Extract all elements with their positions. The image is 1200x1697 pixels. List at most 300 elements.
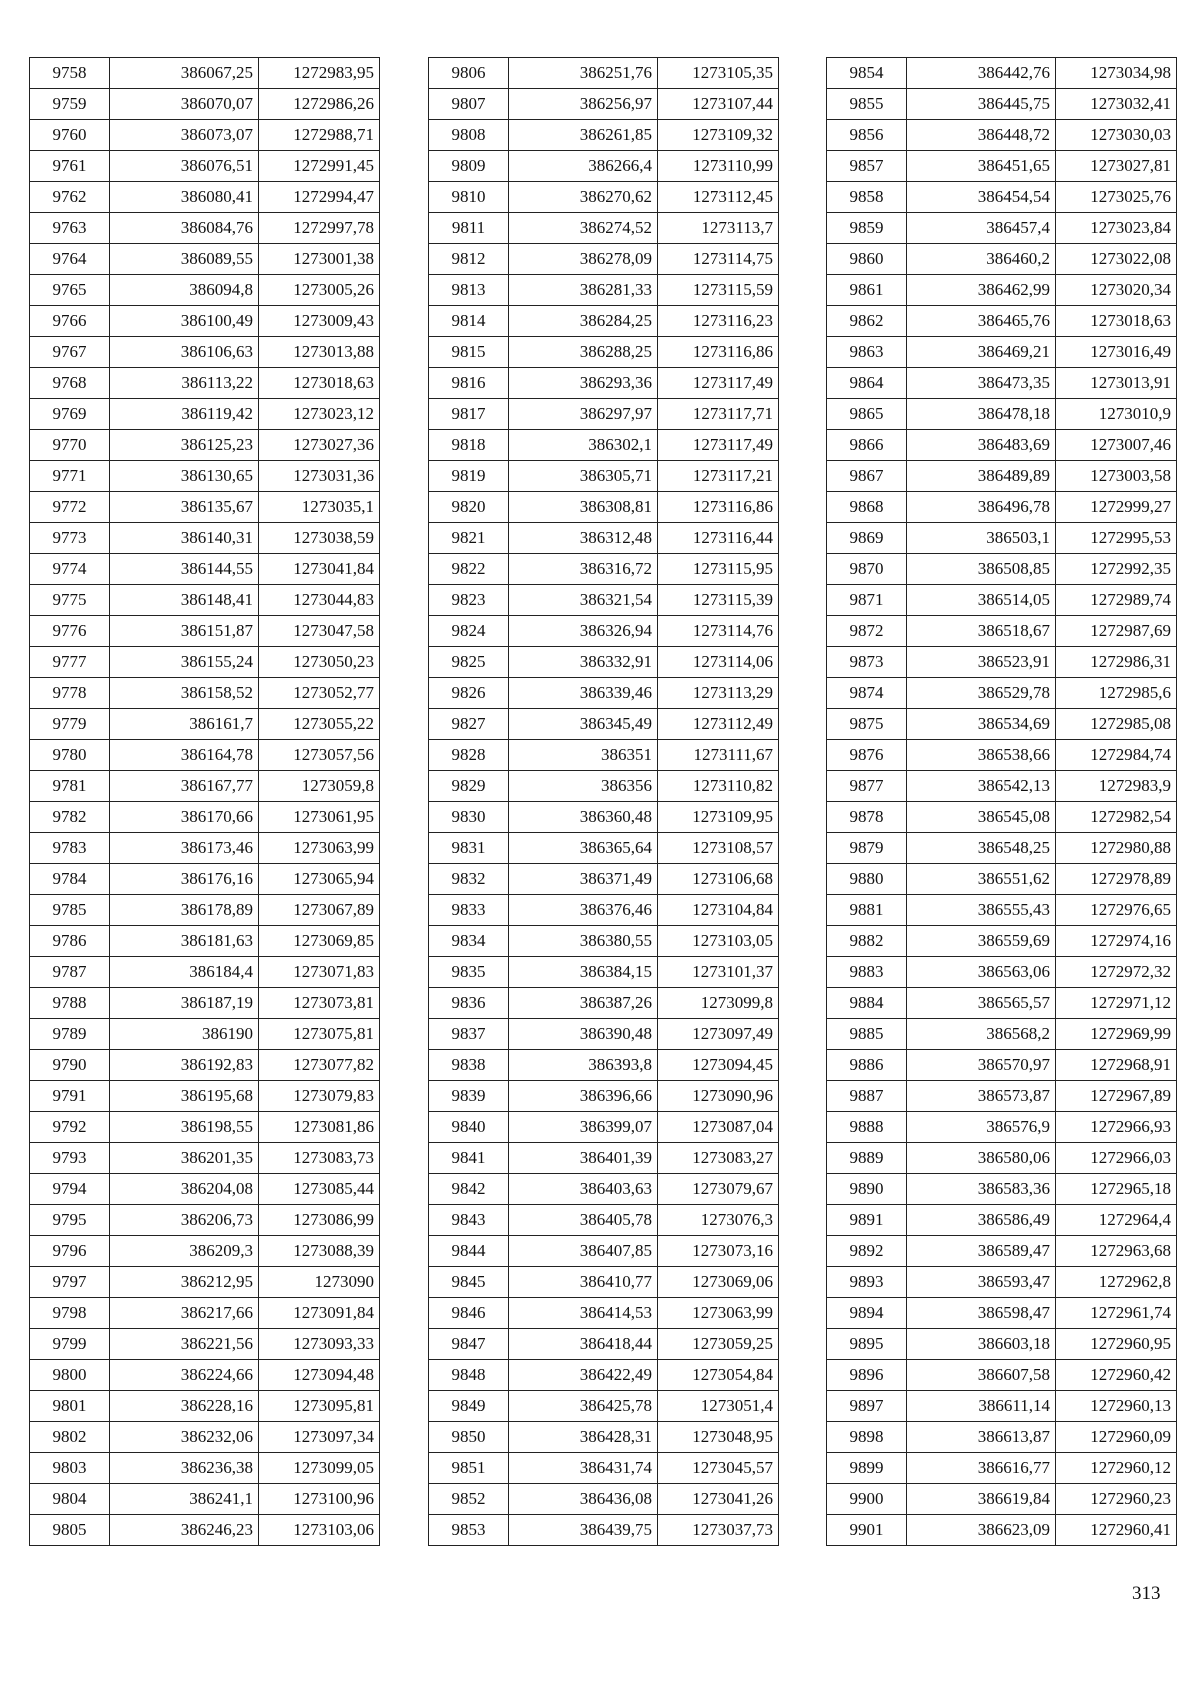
y-coordinate-cell: 1272969,99: [1056, 1019, 1177, 1050]
point-number-cell: 9760: [30, 120, 110, 151]
point-number-cell: 9886: [827, 1050, 907, 1081]
y-coordinate-cell: 1273106,68: [658, 864, 779, 895]
y-coordinate-cell: 1273109,95: [658, 802, 779, 833]
x-coordinate-cell: 386236,38: [110, 1453, 259, 1484]
point-number-cell: 9899: [827, 1453, 907, 1484]
y-coordinate-cell: 1273110,82: [658, 771, 779, 802]
y-coordinate-cell: 1273094,45: [658, 1050, 779, 1081]
y-coordinate-cell: 1273069,85: [259, 926, 380, 957]
x-coordinate-cell: 386555,43: [907, 895, 1056, 926]
y-coordinate-cell: 1272987,69: [1056, 616, 1177, 647]
y-coordinate-cell: 1273113,29: [658, 678, 779, 709]
table-row: [429, 151, 779, 182]
y-coordinate-cell: 1273013,88: [259, 337, 380, 368]
x-coordinate-cell: 386603,18: [907, 1329, 1056, 1360]
y-coordinate-cell: 1273032,41: [1056, 89, 1177, 120]
point-number-cell: 9806: [429, 58, 509, 89]
point-number-cell: 9816: [429, 368, 509, 399]
table-row: [30, 864, 380, 895]
point-number-cell: 9862: [827, 306, 907, 337]
point-number-cell: 9810: [429, 182, 509, 213]
table-row: [429, 1081, 779, 1112]
table-row: [827, 244, 1177, 275]
y-coordinate-cell: 1272976,65: [1056, 895, 1177, 926]
y-coordinate-cell: 1273055,22: [259, 709, 380, 740]
x-coordinate-cell: 386089,55: [110, 244, 259, 275]
y-coordinate-cell: 1273048,95: [658, 1422, 779, 1453]
point-number-cell: 9777: [30, 647, 110, 678]
point-number-cell: 9758: [30, 58, 110, 89]
y-coordinate-cell: 1273009,43: [259, 306, 380, 337]
point-number-cell: 9881: [827, 895, 907, 926]
y-coordinate-cell: 1273059,25: [658, 1329, 779, 1360]
x-coordinate-cell: 386399,07: [509, 1112, 658, 1143]
table-row: [429, 957, 779, 988]
point-number-cell: 9883: [827, 957, 907, 988]
point-number-cell: 9822: [429, 554, 509, 585]
point-number-cell: 9788: [30, 988, 110, 1019]
y-coordinate-cell: 1273018,63: [259, 368, 380, 399]
x-coordinate-cell: 386448,72: [907, 120, 1056, 151]
x-coordinate-cell: 386161,7: [110, 709, 259, 740]
x-coordinate-cell: 386473,35: [907, 368, 1056, 399]
point-number-cell: 9851: [429, 1453, 509, 1484]
table-row: [30, 306, 380, 337]
point-number-cell: 9892: [827, 1236, 907, 1267]
y-coordinate-cell: 1273050,23: [259, 647, 380, 678]
x-coordinate-cell: 386380,55: [509, 926, 658, 957]
point-number-cell: 9866: [827, 430, 907, 461]
table-row: [30, 1484, 380, 1515]
point-number-cell: 9797: [30, 1267, 110, 1298]
point-number-cell: 9794: [30, 1174, 110, 1205]
point-number-cell: 9901: [827, 1515, 907, 1546]
y-coordinate-cell: 1273041,26: [658, 1484, 779, 1515]
table-row: [827, 895, 1177, 926]
x-coordinate-cell: 386616,77: [907, 1453, 1056, 1484]
x-coordinate-cell: 386570,97: [907, 1050, 1056, 1081]
y-coordinate-cell: 1273051,4: [658, 1391, 779, 1422]
y-coordinate-cell: 1273090,96: [658, 1081, 779, 1112]
x-coordinate-cell: 386184,4: [110, 957, 259, 988]
table-row: [30, 492, 380, 523]
y-coordinate-cell: 1273077,82: [259, 1050, 380, 1081]
point-number-cell: 9767: [30, 337, 110, 368]
table-row: [30, 275, 380, 306]
point-number-cell: 9818: [429, 430, 509, 461]
x-coordinate-cell: 386076,51: [110, 151, 259, 182]
y-coordinate-cell: 1272974,16: [1056, 926, 1177, 957]
y-coordinate-cell: 1273109,32: [658, 120, 779, 151]
point-number-cell: 9841: [429, 1143, 509, 1174]
y-coordinate-cell: 1272984,74: [1056, 740, 1177, 771]
point-number-cell: 9857: [827, 151, 907, 182]
table-row: [30, 740, 380, 771]
y-coordinate-cell: 1273079,67: [658, 1174, 779, 1205]
point-number-cell: 9801: [30, 1391, 110, 1422]
table-row: [429, 523, 779, 554]
point-number-cell: 9889: [827, 1143, 907, 1174]
y-coordinate-cell: 1272985,6: [1056, 678, 1177, 709]
table-row: [827, 926, 1177, 957]
table-row: [30, 1360, 380, 1391]
table-row: [827, 709, 1177, 740]
y-coordinate-cell: 1273116,86: [658, 492, 779, 523]
point-number-cell: 9759: [30, 89, 110, 120]
table-row: [429, 554, 779, 585]
table-row: [30, 182, 380, 213]
y-coordinate-cell: 1273087,04: [658, 1112, 779, 1143]
point-number-cell: 9878: [827, 802, 907, 833]
table-row: [429, 678, 779, 709]
table-row: [30, 1453, 380, 1484]
x-coordinate-cell: 386586,49: [907, 1205, 1056, 1236]
point-number-cell: 9859: [827, 213, 907, 244]
x-coordinate-cell: 386125,23: [110, 430, 259, 461]
point-number-cell: 9776: [30, 616, 110, 647]
x-coordinate-cell: 386195,68: [110, 1081, 259, 1112]
point-number-cell: 9812: [429, 244, 509, 275]
point-number-cell: 9811: [429, 213, 509, 244]
x-coordinate-cell: 386084,76: [110, 213, 259, 244]
x-coordinate-cell: 386106,63: [110, 337, 259, 368]
table-row: [30, 1329, 380, 1360]
point-number-cell: 9845: [429, 1267, 509, 1298]
y-coordinate-cell: 1272960,42: [1056, 1360, 1177, 1391]
x-coordinate-cell: 386371,49: [509, 864, 658, 895]
table-row: [827, 1422, 1177, 1453]
x-coordinate-cell: 386518,67: [907, 616, 1056, 647]
y-coordinate-cell: 1273117,49: [658, 430, 779, 461]
point-number-cell: 9761: [30, 151, 110, 182]
x-coordinate-cell: 386478,18: [907, 399, 1056, 430]
x-coordinate-cell: 386206,73: [110, 1205, 259, 1236]
table-row: [827, 492, 1177, 523]
y-coordinate-cell: 1272961,74: [1056, 1298, 1177, 1329]
y-coordinate-cell: 1273031,36: [259, 461, 380, 492]
x-coordinate-cell: 386548,25: [907, 833, 1056, 864]
point-number-cell: 9817: [429, 399, 509, 430]
x-coordinate-cell: 386425,78: [509, 1391, 658, 1422]
x-coordinate-cell: 386483,69: [907, 430, 1056, 461]
table-row: [429, 740, 779, 771]
table-row: [429, 1174, 779, 1205]
point-number-cell: 9787: [30, 957, 110, 988]
point-number-cell: 9871: [827, 585, 907, 616]
x-coordinate-cell: 386469,21: [907, 337, 1056, 368]
x-coordinate-cell: 386410,77: [509, 1267, 658, 1298]
x-coordinate-cell: 386384,15: [509, 957, 658, 988]
x-coordinate-cell: 386224,66: [110, 1360, 259, 1391]
point-number-cell: 9843: [429, 1205, 509, 1236]
table-row: [429, 337, 779, 368]
x-coordinate-cell: 386204,08: [110, 1174, 259, 1205]
point-number-cell: 9848: [429, 1360, 509, 1391]
x-coordinate-cell: 386232,06: [110, 1422, 259, 1453]
x-coordinate-cell: 386529,78: [907, 678, 1056, 709]
point-number-cell: 9838: [429, 1050, 509, 1081]
x-coordinate-cell: 386351: [509, 740, 658, 771]
y-coordinate-cell: 1273108,57: [658, 833, 779, 864]
y-coordinate-cell: 1273104,84: [658, 895, 779, 926]
x-coordinate-cell: 386261,85: [509, 120, 658, 151]
coordinate-table-1: [29, 57, 380, 1546]
point-number-cell: 9765: [30, 275, 110, 306]
x-coordinate-cell: 386070,07: [110, 89, 259, 120]
y-coordinate-cell: 1273116,23: [658, 306, 779, 337]
x-coordinate-cell: 386598,47: [907, 1298, 1056, 1329]
table-row: [429, 1360, 779, 1391]
x-coordinate-cell: 386312,48: [509, 523, 658, 554]
table-row: [429, 120, 779, 151]
y-coordinate-cell: 1273085,44: [259, 1174, 380, 1205]
x-coordinate-cell: 386305,71: [509, 461, 658, 492]
point-number-cell: 9809: [429, 151, 509, 182]
y-coordinate-cell: 1272995,53: [1056, 523, 1177, 554]
y-coordinate-cell: 1273093,33: [259, 1329, 380, 1360]
y-coordinate-cell: 1273063,99: [658, 1298, 779, 1329]
x-coordinate-cell: 386442,76: [907, 58, 1056, 89]
y-coordinate-cell: 1273044,83: [259, 585, 380, 616]
table-row: [429, 1236, 779, 1267]
table-row: [30, 368, 380, 399]
x-coordinate-cell: 386403,63: [509, 1174, 658, 1205]
x-coordinate-cell: 386619,84: [907, 1484, 1056, 1515]
table-row: [429, 1329, 779, 1360]
point-number-cell: 9877: [827, 771, 907, 802]
point-number-cell: 9814: [429, 306, 509, 337]
y-coordinate-cell: 1273117,49: [658, 368, 779, 399]
point-number-cell: 9796: [30, 1236, 110, 1267]
y-coordinate-cell: 1272985,08: [1056, 709, 1177, 740]
y-coordinate-cell: 1273107,44: [658, 89, 779, 120]
table-row: [429, 1422, 779, 1453]
point-number-cell: 9853: [429, 1515, 509, 1546]
table-row: [827, 1205, 1177, 1236]
table-row: [429, 709, 779, 740]
y-coordinate-cell: 1272962,8: [1056, 1267, 1177, 1298]
x-coordinate-cell: 386545,08: [907, 802, 1056, 833]
table-row: [429, 1391, 779, 1422]
y-coordinate-cell: 1273100,96: [259, 1484, 380, 1515]
table-row: [429, 1143, 779, 1174]
x-coordinate-cell: 386274,52: [509, 213, 658, 244]
y-coordinate-cell: 1273112,45: [658, 182, 779, 213]
point-number-cell: 9846: [429, 1298, 509, 1329]
table-row: [827, 1360, 1177, 1391]
x-coordinate-cell: 386332,91: [509, 647, 658, 678]
x-coordinate-cell: 386212,95: [110, 1267, 259, 1298]
point-number-cell: 9773: [30, 523, 110, 554]
point-number-cell: 9800: [30, 1360, 110, 1391]
x-coordinate-cell: 386266,4: [509, 151, 658, 182]
y-coordinate-cell: 1272983,95: [259, 58, 380, 89]
y-coordinate-cell: 1273095,81: [259, 1391, 380, 1422]
x-coordinate-cell: 386144,55: [110, 554, 259, 585]
table-row: [30, 151, 380, 182]
x-coordinate-cell: 386387,26: [509, 988, 658, 1019]
y-coordinate-cell: 1273114,06: [658, 647, 779, 678]
table-row: [30, 1205, 380, 1236]
y-coordinate-cell: 1273071,83: [259, 957, 380, 988]
point-number-cell: 9891: [827, 1205, 907, 1236]
y-coordinate-cell: 1273022,08: [1056, 244, 1177, 275]
y-coordinate-cell: 1272982,54: [1056, 802, 1177, 833]
table-row: [429, 926, 779, 957]
point-number-cell: 9869: [827, 523, 907, 554]
x-coordinate-cell: 386119,42: [110, 399, 259, 430]
x-coordinate-cell: 386496,78: [907, 492, 1056, 523]
x-coordinate-cell: 386100,49: [110, 306, 259, 337]
y-coordinate-cell: 1273025,76: [1056, 182, 1177, 213]
x-coordinate-cell: 386503,1: [907, 523, 1056, 554]
y-coordinate-cell: 1273054,84: [658, 1360, 779, 1391]
table-row: [30, 523, 380, 554]
table-row: [827, 833, 1177, 864]
y-coordinate-cell: 1273099,8: [658, 988, 779, 1019]
table-row: [827, 430, 1177, 461]
y-coordinate-cell: 1273076,3: [658, 1205, 779, 1236]
y-coordinate-cell: 1273057,56: [259, 740, 380, 771]
table-row: [30, 709, 380, 740]
y-coordinate-cell: 1272988,71: [259, 120, 380, 151]
point-number-cell: 9834: [429, 926, 509, 957]
point-number-cell: 9779: [30, 709, 110, 740]
table-row: [30, 399, 380, 430]
point-number-cell: 9884: [827, 988, 907, 1019]
point-number-cell: 9807: [429, 89, 509, 120]
point-number-cell: 9825: [429, 647, 509, 678]
table-row: [827, 1019, 1177, 1050]
table-row: [30, 1267, 380, 1298]
x-coordinate-cell: 386321,54: [509, 585, 658, 616]
point-number-cell: 9860: [827, 244, 907, 275]
point-number-cell: 9820: [429, 492, 509, 523]
point-number-cell: 9763: [30, 213, 110, 244]
point-number-cell: 9791: [30, 1081, 110, 1112]
table-row: [827, 213, 1177, 244]
y-coordinate-cell: 1273115,95: [658, 554, 779, 585]
point-number-cell: 9854: [827, 58, 907, 89]
y-coordinate-cell: 1273111,67: [658, 740, 779, 771]
point-number-cell: 9850: [429, 1422, 509, 1453]
point-number-cell: 9861: [827, 275, 907, 306]
point-number-cell: 9782: [30, 802, 110, 833]
x-coordinate-cell: 386436,08: [509, 1484, 658, 1515]
x-coordinate-cell: 386365,64: [509, 833, 658, 864]
table-row: [827, 957, 1177, 988]
table-row: [30, 337, 380, 368]
y-coordinate-cell: 1273023,84: [1056, 213, 1177, 244]
x-coordinate-cell: 386209,3: [110, 1236, 259, 1267]
x-coordinate-cell: 386457,4: [907, 213, 1056, 244]
table-row: [827, 120, 1177, 151]
table-row: [827, 1484, 1177, 1515]
table-row: [30, 895, 380, 926]
x-coordinate-cell: 386534,69: [907, 709, 1056, 740]
table-row: [429, 585, 779, 616]
x-coordinate-cell: 386538,66: [907, 740, 1056, 771]
x-coordinate-cell: 386094,8: [110, 275, 259, 306]
table-row: [30, 1422, 380, 1453]
y-coordinate-cell: 1273091,84: [259, 1298, 380, 1329]
table-row: [827, 523, 1177, 554]
x-coordinate-cell: 386170,66: [110, 802, 259, 833]
x-coordinate-cell: 386454,54: [907, 182, 1056, 213]
y-coordinate-cell: 1272992,35: [1056, 554, 1177, 585]
point-number-cell: 9855: [827, 89, 907, 120]
y-coordinate-cell: 1272963,68: [1056, 1236, 1177, 1267]
point-number-cell: 9863: [827, 337, 907, 368]
point-number-cell: 9775: [30, 585, 110, 616]
y-coordinate-cell: 1272978,89: [1056, 864, 1177, 895]
table-row: [429, 616, 779, 647]
x-coordinate-cell: 386167,77: [110, 771, 259, 802]
point-number-cell: 9876: [827, 740, 907, 771]
point-number-cell: 9831: [429, 833, 509, 864]
x-coordinate-cell: 386217,66: [110, 1298, 259, 1329]
point-number-cell: 9823: [429, 585, 509, 616]
point-number-cell: 9895: [827, 1329, 907, 1360]
table-row: [827, 1453, 1177, 1484]
table-row: [30, 771, 380, 802]
table-row: [429, 306, 779, 337]
table-row: [429, 1050, 779, 1081]
y-coordinate-cell: 1273018,63: [1056, 306, 1177, 337]
point-number-cell: 9771: [30, 461, 110, 492]
table-row: [827, 89, 1177, 120]
x-coordinate-cell: 386284,25: [509, 306, 658, 337]
point-number-cell: 9764: [30, 244, 110, 275]
y-coordinate-cell: 1273003,58: [1056, 461, 1177, 492]
table-row: [827, 740, 1177, 771]
y-coordinate-cell: 1272960,09: [1056, 1422, 1177, 1453]
x-coordinate-cell: 386302,1: [509, 430, 658, 461]
x-coordinate-cell: 386376,46: [509, 895, 658, 926]
y-coordinate-cell: 1273117,71: [658, 399, 779, 430]
table-row: [429, 1298, 779, 1329]
point-number-cell: 9885: [827, 1019, 907, 1050]
table-row: [827, 1391, 1177, 1422]
point-number-cell: 9867: [827, 461, 907, 492]
x-coordinate-cell: 386221,56: [110, 1329, 259, 1360]
point-number-cell: 9799: [30, 1329, 110, 1360]
y-coordinate-cell: 1273027,36: [259, 430, 380, 461]
point-number-cell: 9813: [429, 275, 509, 306]
point-number-cell: 9783: [30, 833, 110, 864]
point-number-cell: 9793: [30, 1143, 110, 1174]
point-number-cell: 9844: [429, 1236, 509, 1267]
x-coordinate-cell: 386176,16: [110, 864, 259, 895]
x-coordinate-cell: 386178,89: [110, 895, 259, 926]
point-number-cell: 9828: [429, 740, 509, 771]
table-row: [30, 585, 380, 616]
x-coordinate-cell: 386241,1: [110, 1484, 259, 1515]
point-number-cell: 9815: [429, 337, 509, 368]
x-coordinate-cell: 386251,76: [509, 58, 658, 89]
x-coordinate-cell: 386563,06: [907, 957, 1056, 988]
x-coordinate-cell: 386613,87: [907, 1422, 1056, 1453]
point-number-cell: 9847: [429, 1329, 509, 1360]
point-number-cell: 9786: [30, 926, 110, 957]
table-row: [429, 1205, 779, 1236]
x-coordinate-cell: 386445,75: [907, 89, 1056, 120]
y-coordinate-cell: 1273073,16: [658, 1236, 779, 1267]
point-number-cell: 9837: [429, 1019, 509, 1050]
point-number-cell: 9870: [827, 554, 907, 585]
table-row: [429, 802, 779, 833]
x-coordinate-cell: 386135,67: [110, 492, 259, 523]
